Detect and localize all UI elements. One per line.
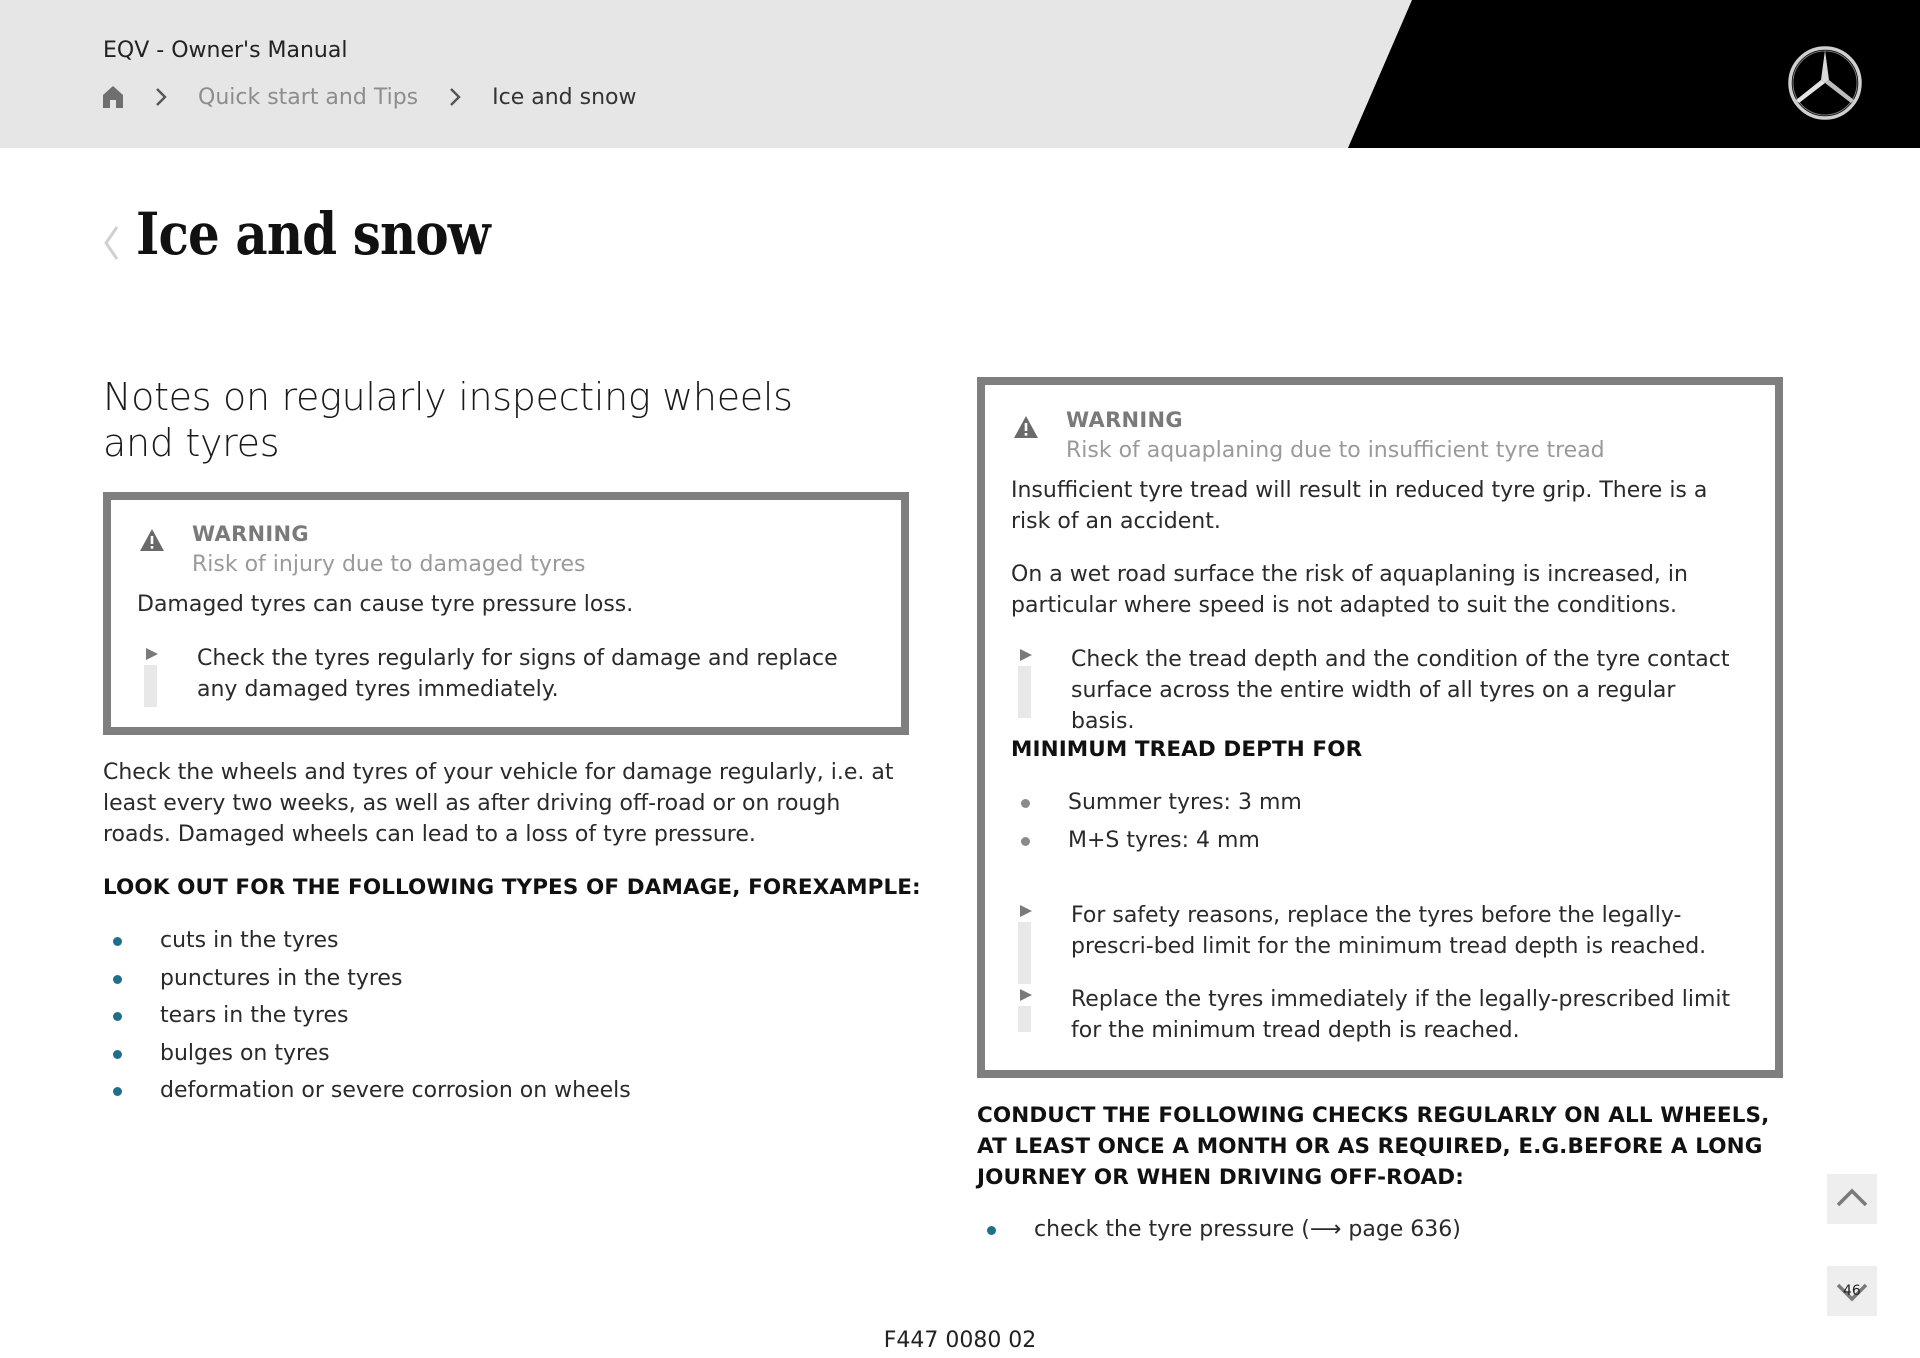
bullet-dot <box>113 1050 122 1059</box>
list-item: deformation or severe corrosion on wheels <box>103 1075 863 1113</box>
step-marker-bar <box>1018 922 1031 984</box>
page-title: Ice and snow <box>136 200 490 268</box>
list-item: M+S tyres: 4 mm <box>1011 825 1611 863</box>
three-pointed-star-logo[interactable] <box>1786 44 1864 122</box>
warning-triangle-icon <box>139 528 165 552</box>
bullet-dot <box>987 1226 996 1235</box>
breadcrumb <box>102 82 636 112</box>
scroll-down-button[interactable] <box>1827 1266 1877 1316</box>
chevron-up-icon <box>1827 1174 1877 1224</box>
scroll-up-button[interactable] <box>1827 1174 1877 1224</box>
bullet-dot <box>1021 799 1030 808</box>
bullet-dot <box>113 937 122 946</box>
list-item: punctures in the tyres <box>103 963 863 1001</box>
bullet-dot <box>113 1087 122 1096</box>
replace-before-limit-step <box>1018 900 1718 980</box>
chevron-left-icon[interactable] <box>102 224 120 262</box>
list-item: check the tyre pressure (⟶ page 636) <box>977 1214 1757 1252</box>
home-icon[interactable] <box>102 85 124 109</box>
page-number: 46 <box>1843 1283 1861 1299</box>
breadcrumb-item-quick-start[interactable]: Quick start and Tips <box>198 84 419 110</box>
step-text: Replace the tyres immediately if the legally-prescribed limit for the minimum tread depth is reached. <box>1071 987 1731 1043</box>
section-heading: Notes on regularly inspecting wheels and tyres <box>103 375 793 465</box>
list-item: tears in the tyres <box>103 1000 863 1038</box>
list-item: cuts in the tyres <box>103 925 863 963</box>
play-arrow-icon <box>1019 648 1033 662</box>
damage-list <box>103 925 863 1113</box>
play-arrow-icon <box>1019 904 1033 918</box>
chevron-right-icon <box>444 86 466 108</box>
document-code: F447 0080 02 <box>883 1328 1037 1353</box>
warning-triangle-icon <box>1013 415 1039 439</box>
breadcrumb-item-current: Ice and snow <box>492 84 637 110</box>
step-text: For safety reasons, replace the tyres before the legally-prescri-bed limit for the minimum tread depth is reached. <box>1071 903 1707 959</box>
warning-subtitle: Risk of aquaplaning due to insufficient tyre tread <box>1066 438 1605 463</box>
min-tread-list <box>1011 787 1611 862</box>
warning-step <box>144 643 844 705</box>
damage-types-heading: LOOK OUT FOR THE FOLLOWING TYPES OF DAMAGE, FOREXAMPLE: <box>103 875 921 900</box>
replace-at-limit-step <box>1018 984 1731 1048</box>
step-text: Check the tyres regularly for signs of damage and replace any damaged tyres immediately. <box>197 646 838 702</box>
regular-checks-heading: CONDUCT THE FOLLOWING CHECKS REGULARLY ON ALL WHEELS, AT LEAST ONCE A MONTH OR AS REQUIRED, E.G.BEFORE A LONG JOURNEY OR WHEN DRIVING OFF-ROAD: <box>977 1103 1770 1190</box>
warning-text-wet-road: On a wet road surface the risk of aquaplaning is increased, in particular where speed is not adapted to suit the conditions. <box>1011 562 1688 618</box>
manual-title: EQV - Owner's Manual <box>103 38 348 63</box>
list-item: Summer tyres: 3 mm <box>1011 787 1611 825</box>
step-marker-bar <box>1018 1006 1031 1032</box>
tread-check-step <box>1018 644 1730 734</box>
warning-text-grip: Insufficient tyre tread will result in reduced tyre grip. There is a risk of an accident. <box>1011 478 1708 534</box>
step-text: Check the tread depth and the condition of the tyre contact surface across the entire width of all tyres on a regular basis. <box>1071 647 1730 734</box>
list-item: bulges on tyres <box>103 1038 863 1076</box>
bullet-dot <box>113 1012 122 1021</box>
inspection-paragraph: Check the wheels and tyres of your vehicle for damage regularly, i.e. at least every two weeks, as well as after driving off-road or on rough roads. Damaged wheels can lead to a loss of tyre pressure. <box>103 760 894 847</box>
bullet-dot <box>113 975 122 984</box>
min-tread-heading: MINIMUM TREAD DEPTH FOR <box>1011 737 1363 762</box>
warning-label: WARNING <box>192 522 309 546</box>
play-arrow-icon <box>1019 988 1033 1002</box>
warning-label: WARNING <box>1066 408 1183 432</box>
warning-subtitle: Risk of injury due to damaged tyres <box>192 552 586 577</box>
bullet-dot <box>1021 837 1030 846</box>
play-arrow-icon <box>145 647 159 661</box>
check-list <box>977 1214 1757 1252</box>
chevron-right-icon <box>150 86 172 108</box>
step-marker-bar <box>144 665 157 707</box>
warning-text: Damaged tyres can cause tyre pressure loss. <box>137 592 634 617</box>
step-marker-bar <box>1018 666 1031 718</box>
